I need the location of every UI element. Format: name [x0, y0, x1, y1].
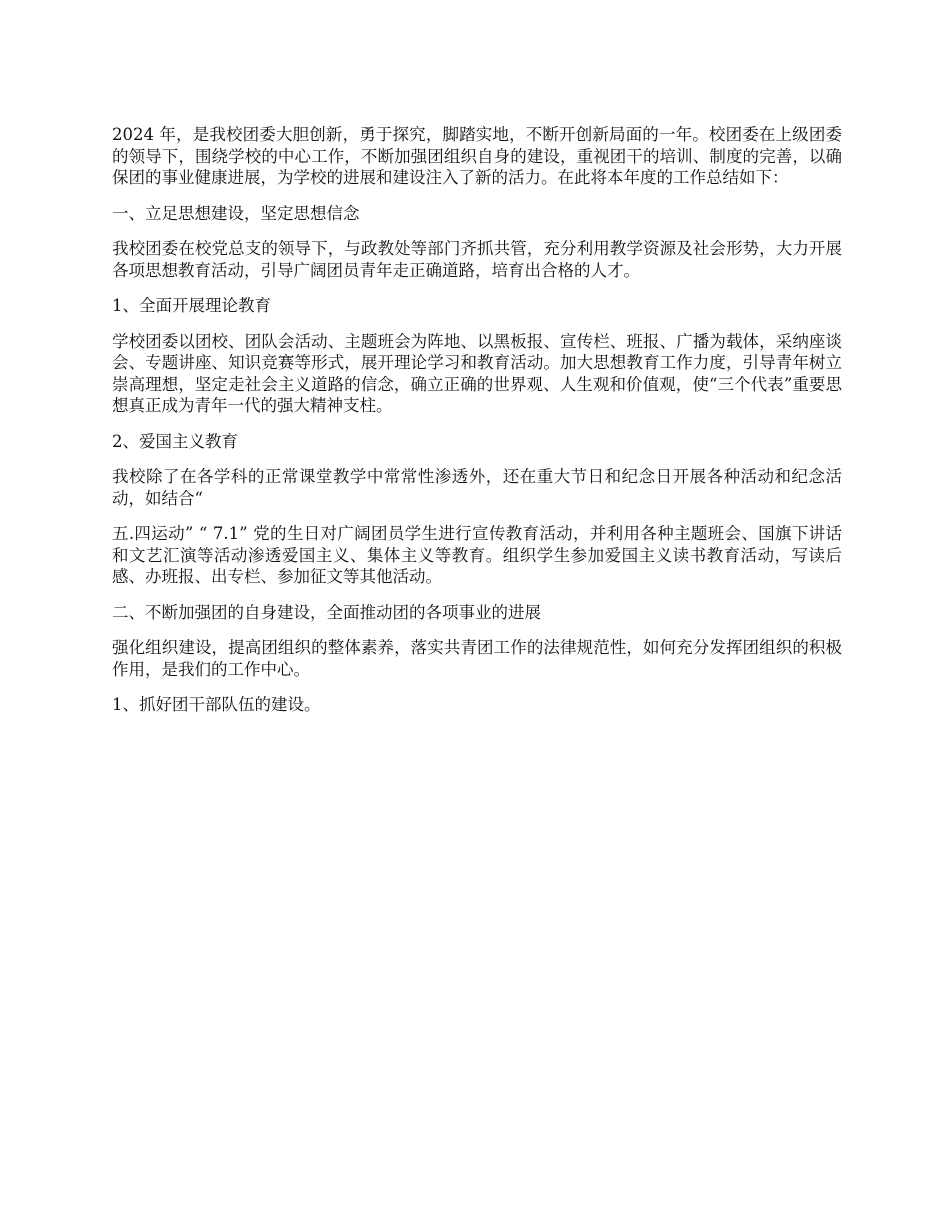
- subsection-heading-2-1: 1、抓好团干部队伍的建设。: [112, 695, 321, 714]
- document-body: [112, 124, 842, 730]
- subsection-1-2-paragraph: 我校除了在各学科的正常课堂教学中常常性渗透外，还在重大节日和纪念日开展各种活动和纪念活动，如结合“: [112, 467, 842, 508]
- section-heading-1: 一、立足思想建设，坚定思想信念: [112, 203, 360, 223]
- subsection-heading-1-2: 2、爱国主义教育: [112, 431, 238, 451]
- subsection-1-1-paragraph: 学校团委以团校、团队会活动、主题班会为阵地、以黑板报、宣传栏、班报、广播为载体，采纳座谈会、专题讲座、知识竞赛等形式，展开理论学习和教育活动。加大思想教育工作力度，引导青年树立崇高理想，坚定走社会主义道路的信念，确立正确的世界观、人生观和价值观，使“三个代表”重要思想真正成为青年一代的强大精神支柱。: [112, 331, 842, 415]
- section-heading-2: 二、不断加强团的自身建设，全面推动团的各项事业的进展: [112, 602, 541, 622]
- section-2-paragraph: 强化组织建设，提高团组织的整体素养，落实共青团工作的法律规范性，如何充分发挥团组织的积极作用，是我们的工作中心。: [112, 638, 842, 679]
- subsection-1-2-paragraph-continued: 五.四运动” “ 7.1” 党的生日对广阔团员学生进行宣传教育活动，并利用各种主题班会、国旗下讲话和文艺汇演等活动渗透爱国主义、集体主义等教育。组织学生参加爱国主义读书教育活动，写读后感、办班报、出专栏、参加征文等其他活动。: [112, 524, 842, 586]
- section-1-paragraph: 我校团委在校党总支的领导下，与政教处等部门齐抓共管，充分利用教学资源及社会形势，大力开展各项思想教育活动，引导广阔团员青年走正确道路，培育出合格的人才。: [112, 239, 842, 280]
- intro-paragraph: 2024 年，是我校团委大胆创新，勇于探究，脚踏实地，不断开创新局面的一年。校团委在上级团委的领导下，围绕学校的中心工作，不断加强团组织自身的建设，重视团干的培训、制度的完善，以确保团的事业健康进展，为学校的进展和建设注入了新的活力。在此将本年度的工作总结如下：: [112, 125, 842, 187]
- subsection-heading-1-1: 1、全面开展理论教育: [112, 296, 271, 315]
